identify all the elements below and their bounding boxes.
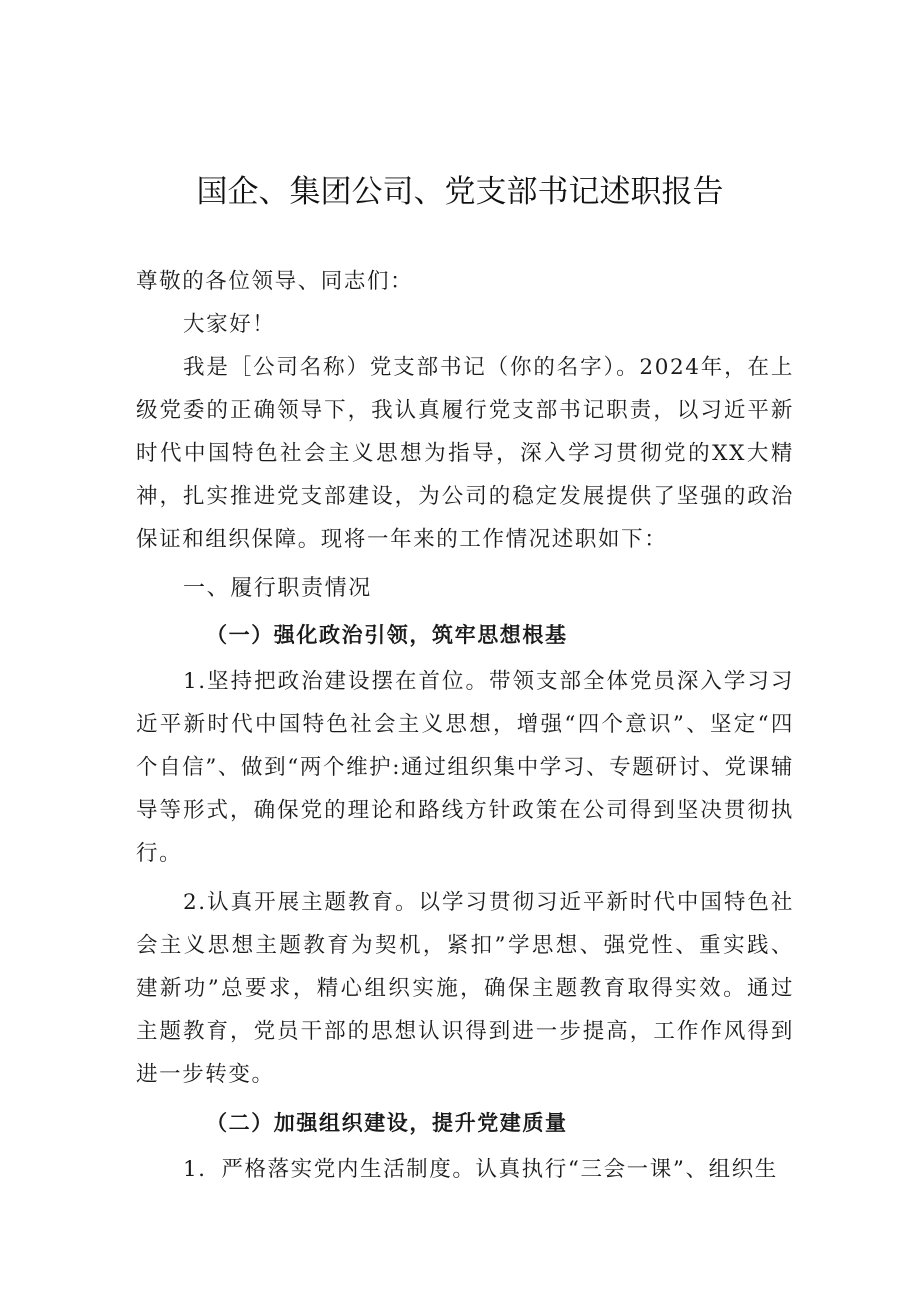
document-body xyxy=(136,260,794,1191)
intro-paragraph: 我是［公司名称）党支部书记（你的名字）。2024年，在上级党委的正确领导下，我认真履行党支部书记职责，以习近平新时代中国特色社会主义思想为指导，深入学习贯彻党的XX大精神，扎实推进党支部建设，为公司的稳定发展提供了坚强的政治保证和组织保障。现将一年来的工作情况述职如下： xyxy=(136,355,794,552)
salutation: 尊敬的各位领导、同志们： xyxy=(136,269,414,294)
section-heading-1: 一、履行职责情况 xyxy=(183,576,372,601)
paragraph-1-1: 1.坚持把政治建设摆在首位。带领支部全体党员深入学习习近平新时代中国特色社会主义思想，增强“四个意识”、坚定“四个自信”、做到“两个维护:通过组织集中学习、专题研讨、党课辅导等形式，确保党的理论和路线方针政策在公司得到坚决贯彻执行。 xyxy=(136,669,794,866)
paragraph-2-1: 1．严格落实党内生活制度。认真执行“三会一课”、组织生 xyxy=(183,1157,778,1182)
paragraph-1-2: 2.认真开展主题教育。以学习贯彻习近平新时代中国特色社会主义思想主题教育为契机，紧扣”学思想、强党性、重实践、建新功”总要求，精心组织实施，确保主题教育取得实效。通过主题教育，党员干部的思想认识得到进一步提高，工作作风得到进一步转变。 xyxy=(136,890,794,1087)
subsection-heading-2: （二）加强组织建设，提升党建质量 xyxy=(206,1111,568,1135)
subsection-heading-1: （一）强化政治引领，筑牢思想根基 xyxy=(206,623,568,647)
document-title: 国企、集团公司、党支部书记述职报告 xyxy=(196,174,724,210)
greeting: 大家好！ xyxy=(183,312,276,337)
